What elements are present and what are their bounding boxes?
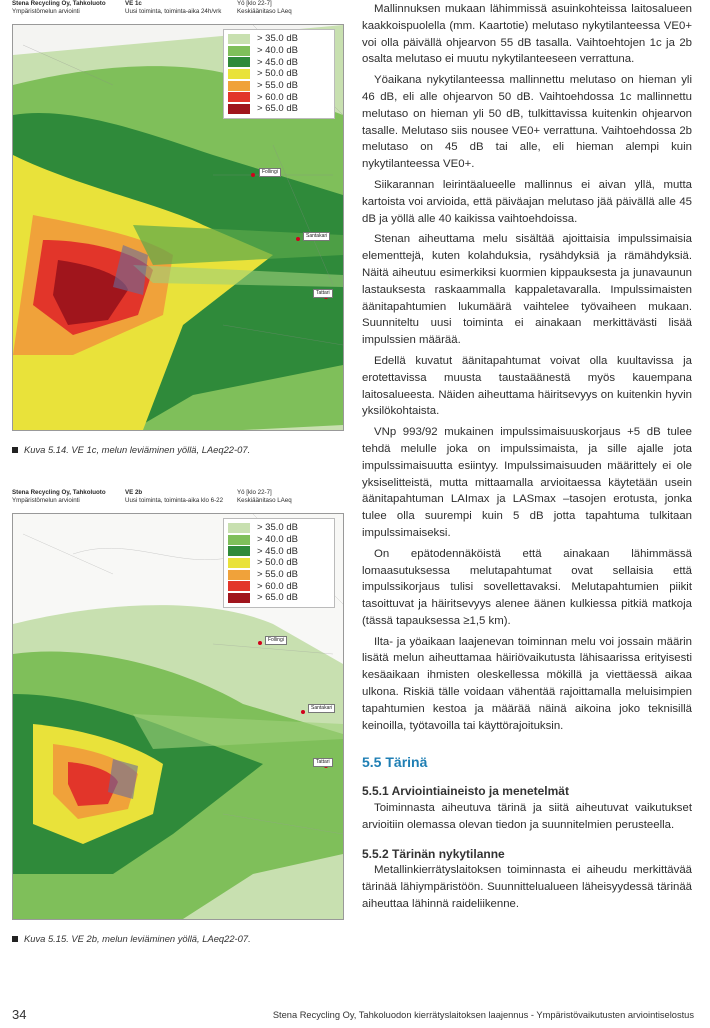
place-label-tattari: Tattari xyxy=(313,289,333,298)
metric-label: Keskiäänitaso LAeq xyxy=(237,496,292,504)
legend-swatch xyxy=(228,57,250,67)
legend-swatch xyxy=(228,34,250,44)
legend-label: > 45.0 dB xyxy=(257,545,298,557)
caption-text: Kuva 5.15. VE 2b, melun leviäminen yöllä, LAeq22-07. xyxy=(24,933,251,944)
noise-legend xyxy=(223,518,335,608)
legend-label: > 65.0 dB xyxy=(257,592,298,604)
paragraph: Yöaikana nykytilanteessa mallinnettu melutaso on hieman yli 46 dB, eli alle ohjearvon 50 dB. Vaihtoehdossa 1c mallinnettu melutaso on hieman yli 50 dB, tulkittavissa kuitenkin ohjearvon tasalle. Melutaso siis nousee VE0+ verrattuna. Vaihtoehdossa 2b melutaso on 45 dB tai alle, eli hieman alempi kuin nykytilanteessa VE0+. xyxy=(362,74,692,171)
legend-row xyxy=(228,569,330,581)
scenario-name: VE 2b xyxy=(125,489,143,496)
legend-swatch xyxy=(228,535,250,545)
legend-swatch xyxy=(228,69,250,79)
legend-label: > 50.0 dB xyxy=(257,557,298,569)
figure-caption xyxy=(12,444,250,455)
legend-swatch xyxy=(228,523,250,533)
place-label-follingi: Follingi xyxy=(259,168,281,177)
company-name: Stena Recycling Oy, Tahkoluoto xyxy=(12,0,106,7)
legend-label: > 55.0 dB xyxy=(257,80,298,92)
paragraph: Toiminnasta aiheutuva tärinä ja siitä aiheutuvat vaikutukset arvioitiin olemassa olevan tiedon ja suunnitelmien perusteella. xyxy=(362,802,692,831)
legend-label: > 40.0 dB xyxy=(257,534,298,546)
place-marker xyxy=(251,173,255,177)
legend-row xyxy=(228,592,330,604)
place-marker xyxy=(301,710,305,714)
legend-swatch xyxy=(228,104,250,114)
section-heading: 5.5 Tärinä xyxy=(362,754,428,771)
place-label-tattari: Tattari xyxy=(313,758,333,767)
legend-row xyxy=(228,33,330,45)
paragraph: Mallinnuksen mukaan lähimmissä asuinkohteissa laitosalueen kaakkoispuolella (mm. Kaartotie) melutaso nykytilanteessa VE0+ voi olla päivällä ohjearvon 55 dB tasalla. Vaihtoehtojen 1c ja 2b osalta melutaso ei muutu nykytilanteeseen verrattuna. xyxy=(362,3,692,66)
caption-text: Kuva 5.14. VE 1c, melun leviäminen yöllä, LAeq22-07. xyxy=(24,444,251,455)
paragraph: Ilta- ja yöaikaan laajenevan toiminnan melu voi jossain määrin lisätä melun aiheuttamaa häiriövaikutusta lähisaarissa erityisesti kesäaikaan ihmisten oleskellessa mökillä ja viettäessä aikaa ulkona. Riskiä tälle voidaan vähentää rajoittamalla meluisimpien tapahtumien kestoa ja määrää näinä aikoina joko teknisillä keinoilla, työtavoilla tai käyttörajoituksin. xyxy=(362,635,692,732)
legend-swatch xyxy=(228,546,250,556)
legend-label: > 35.0 dB xyxy=(257,33,298,45)
legend-label: > 35.0 dB xyxy=(257,522,298,534)
paragraph: Stenan aiheuttama melu sisältää ajoittaisia impulssimaisia elementtejä, kuten kolahduksia, rysähdyksiä ja rämähdyksiä. Näitä aiheutuu esimerkiksi kuormien kippauksesta ja junavaunun lastauksesta raskaammalla kappaletavaralla. Impulssimaisten äänitapahtumien lukumäärä vaihtelee työvaiheen mukaan. Suunniteltu uusi toiminta ei ainakaan merkittävästi lisää impulssien määrää. xyxy=(362,233,692,347)
place-label-santakari: Santakari xyxy=(308,704,335,713)
legend-label: > 50.0 dB xyxy=(257,68,298,80)
figure-caption xyxy=(12,933,251,944)
legend-label: > 65.0 dB xyxy=(257,103,298,115)
noise-legend xyxy=(223,29,335,119)
legend-swatch xyxy=(228,581,250,591)
noise-map-ve2b xyxy=(12,513,344,920)
legend-swatch xyxy=(228,558,250,568)
time-period: Yö [klo 22-7] xyxy=(237,489,272,496)
place-marker xyxy=(296,237,300,241)
paragraph: VNp 993/92 mukainen impulssimaisuuskorjaus +5 dB tulee tehdä melulle joka on impulssimaista, ja sille ajalle jota impulssimaisuutta esiintyy. Impulssimaisuuden määrittely ei ole yksiselitteistä, mutta mittaamalla arvioitaessa käytetään usein äänitapahtuman LAImax ja LASmax –tasojen erotusta, jonka tulee olla suurempi kuin 5 dB jotta tapahtuma tulkitaan impulssimaiseksi. xyxy=(362,426,692,539)
scenario-name: VE 1c xyxy=(125,0,142,7)
legend-swatch xyxy=(228,593,250,603)
figure-header xyxy=(12,489,342,511)
legend-label: > 45.0 dB xyxy=(257,56,298,68)
legend-label: > 60.0 dB xyxy=(257,580,298,592)
figure-subtitle: Ympäristömelun arviointi xyxy=(12,7,80,15)
page-number: 34 xyxy=(12,1007,27,1022)
subsection-heading: 5.5.2 Tärinän nykytilanne xyxy=(362,846,505,861)
place-marker xyxy=(258,641,262,645)
figure-ve1c xyxy=(12,0,342,296)
place-label-follingi: Follingi xyxy=(265,636,287,645)
figure-header xyxy=(12,0,342,22)
legend-swatch xyxy=(228,46,250,56)
noise-map-ve1c xyxy=(12,24,344,431)
paragraph: Edellä kuvatut äänitapahtumat voivat olla kuultavissa ja erotettavissa muusta taustaäänestä myös kauempana laitosalueesta. Näiden aiheuttama häiritsevyys on kuitenkin hyvin yksilökohtaista. xyxy=(362,354,692,418)
legend-swatch xyxy=(228,570,250,580)
legend-label: > 40.0 dB xyxy=(257,45,298,57)
scenario-description: Uusi toiminta, toiminta-aika klo 6-22 xyxy=(125,496,224,504)
subsection-heading: 5.5.1 Arviointiaineisto ja menetelmät xyxy=(362,784,569,799)
legend-row xyxy=(228,68,330,80)
legend-row xyxy=(228,580,330,592)
figure-ve2b xyxy=(12,489,342,765)
paragraph: Siikarannan leirintäalueelle mallinnus ei aivan yllä, mutta kartoista voi arvioida, että päiväajan melutaso jää päivällä alle 45 dB ja yöllä alle 40 kaikissa vaihtoehdoissa. xyxy=(362,178,692,225)
paragraph: On epätodennäköistä että ainakaan lähimmässä lomaasutuksessa melutapahtumat ovat sellaisia että impulssikorjaus tulisi sovellettavaksi. Melutapahtumien piikit tasoittuvat ja häiritsevyys alenee äänen kulkiessa pitkiä matkoja (tässä tapauksessa ≥1,5 km). xyxy=(362,547,692,627)
scenario-description: Uusi toiminta, toiminta-aika 24h/vrk xyxy=(125,7,222,15)
legend-row xyxy=(228,91,330,103)
paragraph: Metallinkierrätyslaitoksen toiminnasta ei aiheudu merkittävää tärinää lähiympäristöön. Suunnittelualueen läheisyydessä tärinää aiheuttaa lähinnä raideliikenne. xyxy=(362,864,692,911)
bullet-icon xyxy=(12,447,18,453)
company-name: Stena Recycling Oy, Tahkoluoto xyxy=(12,489,106,496)
time-period: Yö [klo 22-7] xyxy=(237,0,272,7)
legend-row xyxy=(228,45,330,57)
legend-swatch xyxy=(228,92,250,102)
body-text-column xyxy=(362,0,692,913)
legend-row xyxy=(228,522,330,534)
legend-swatch xyxy=(228,81,250,91)
bullet-icon xyxy=(12,936,18,942)
figure-subtitle: Ympäristömelun arviointi xyxy=(12,496,80,504)
legend-row xyxy=(228,534,330,546)
legend-row xyxy=(228,557,330,569)
legend-row xyxy=(228,80,330,92)
footer-text: Stena Recycling Oy, Tahkoluodon kierrätyslaitoksen laajennus - Ympäristövaikutusten arviointiselostus xyxy=(272,1010,694,1020)
legend-row xyxy=(228,56,330,68)
legend-row xyxy=(228,103,330,115)
legend-row xyxy=(228,545,330,557)
place-label-santakari: Santakari xyxy=(303,232,330,241)
metric-label: Keskiäänitaso LAeq xyxy=(237,7,292,15)
legend-label: > 55.0 dB xyxy=(257,569,298,581)
legend-label: > 60.0 dB xyxy=(257,91,298,103)
